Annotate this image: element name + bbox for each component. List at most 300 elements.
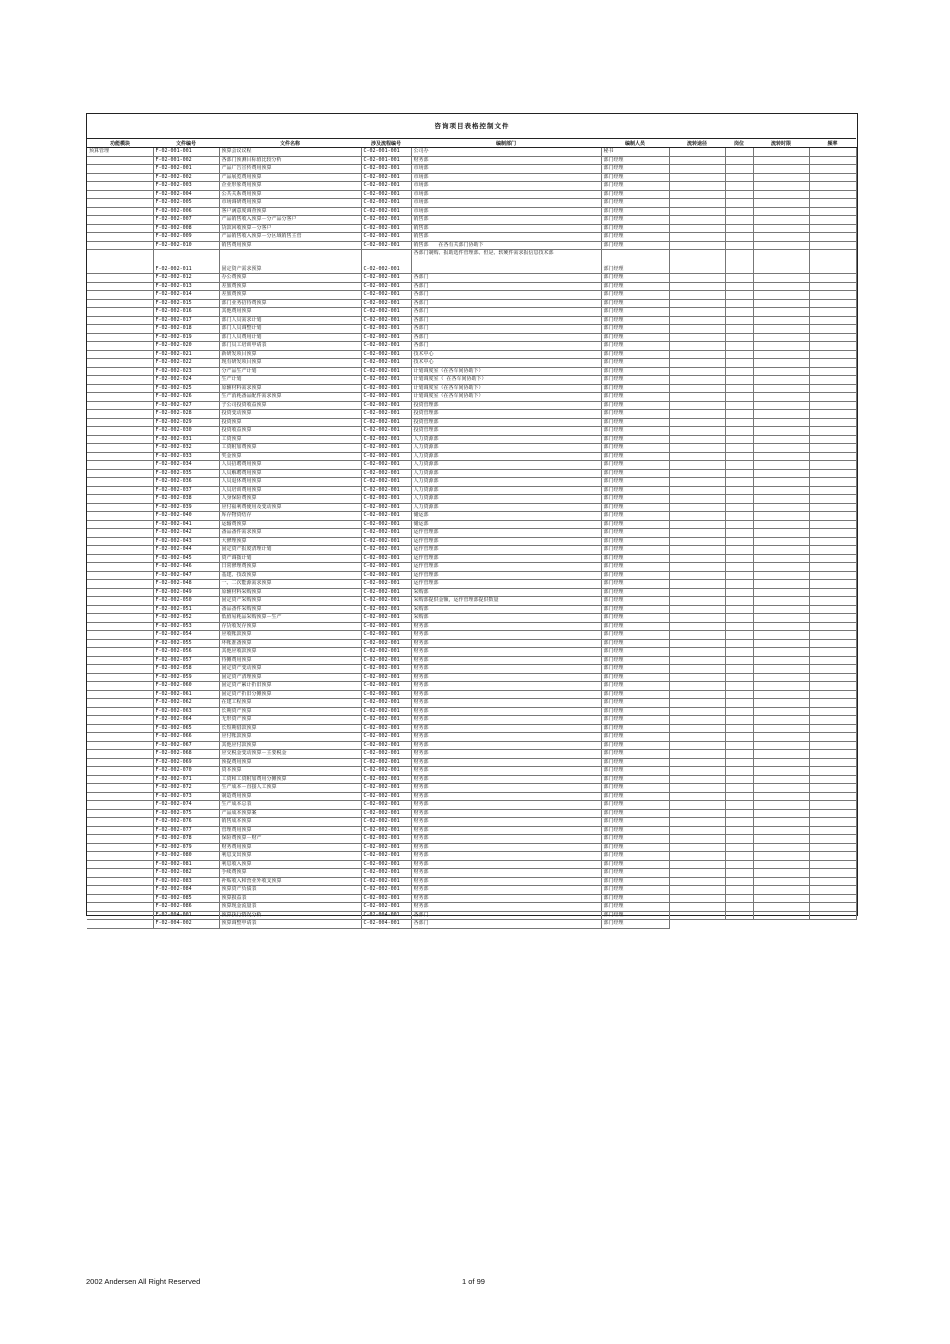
module-cell [87, 920, 153, 929]
process-number-cell: C-02-002-001 [361, 656, 411, 665]
frequency-cell [809, 767, 856, 776]
module-cell [87, 733, 153, 742]
process-number-cell: C-02-002-001 [361, 224, 411, 233]
preparer-cell: 部门经理 [601, 741, 669, 750]
module-cell [87, 233, 153, 242]
position-cell [725, 427, 753, 436]
position-cell [725, 903, 753, 912]
time-limit-cell [753, 359, 809, 368]
process-number-cell: C-02-002-001 [361, 869, 411, 878]
route-cell [669, 461, 725, 470]
process-number-cell: C-02-002-001 [361, 299, 411, 308]
department-cell: 人力资源部 [411, 486, 601, 495]
table-row [87, 588, 856, 597]
file-name-cell: 保险费预算－财产 [219, 835, 361, 844]
file-number-cell: F-02-002-009 [153, 233, 219, 242]
frequency-cell [809, 622, 856, 631]
department-cell: 人力资源部 [411, 435, 601, 444]
frequency-cell [809, 376, 856, 385]
module-cell [87, 469, 153, 478]
frequency-cell [809, 707, 856, 716]
file-name-cell: 其他应付款预算 [219, 741, 361, 750]
time-limit-cell [753, 316, 809, 325]
process-number-cell: C-02-002-001 [361, 282, 411, 291]
module-cell [87, 418, 153, 427]
department-cell: 财务部 [411, 877, 601, 886]
preparer-cell: 部门经理 [601, 182, 669, 191]
time-limit-cell [753, 486, 809, 495]
file-number-cell: F-02-002-052 [153, 614, 219, 623]
route-cell [669, 639, 725, 648]
frequency-cell [809, 682, 856, 691]
position-cell [725, 367, 753, 376]
file-name-cell: 存货收发存预算 [219, 622, 361, 631]
route-cell [669, 537, 725, 546]
process-number-cell: C-02-002-001 [361, 274, 411, 283]
table-row [87, 733, 856, 742]
frequency-cell [809, 233, 856, 242]
department-cell: 财务部 [411, 869, 601, 878]
time-limit-cell [753, 393, 809, 402]
route-cell [669, 148, 725, 157]
department-cell: 运作管理部 [411, 571, 601, 580]
process-number-cell: C-02-002-001 [361, 792, 411, 801]
time-limit-cell [753, 190, 809, 199]
time-limit-cell [753, 282, 809, 291]
position-cell [725, 682, 753, 691]
file-number-cell: F-02-002-004 [153, 190, 219, 199]
preparer-cell: 部门经理 [601, 673, 669, 682]
header-process-number: 涉及流程编号 [361, 139, 411, 148]
department-cell: 销售部 在各有关部门协助下 [411, 241, 601, 250]
frequency-cell [809, 173, 856, 182]
route-cell [669, 444, 725, 453]
file-number-cell: F-02-002-082 [153, 869, 219, 878]
table-row [87, 282, 856, 291]
position-cell [725, 461, 753, 470]
file-number-cell: F-02-002-062 [153, 699, 219, 708]
module-cell [87, 631, 153, 640]
time-limit-cell [753, 733, 809, 742]
route-cell [669, 342, 725, 351]
process-number-cell: C-02-002-001 [361, 724, 411, 733]
process-number-cell: C-02-002-001 [361, 359, 411, 368]
preparer-cell: 部门经理 [601, 690, 669, 699]
department-cell: 市场部 [411, 207, 601, 216]
table-row [87, 165, 856, 174]
preparer-cell: 部门经理 [601, 427, 669, 436]
file-number-cell: F-02-002-068 [153, 750, 219, 759]
file-number-cell: F-02-002-084 [153, 886, 219, 895]
preparer-cell: 部门经理 [601, 207, 669, 216]
file-name-cell: 人员解聘费用预算 [219, 469, 361, 478]
process-number-cell: C-02-002-001 [361, 733, 411, 742]
position-cell [725, 520, 753, 529]
process-number-cell: C-02-002-001 [361, 554, 411, 563]
route-cell [669, 758, 725, 767]
file-name-cell: 预算资产负债表 [219, 886, 361, 895]
file-number-cell: F-02-004-001 [153, 911, 219, 920]
frequency-cell [809, 478, 856, 487]
route-cell [669, 801, 725, 810]
module-cell [87, 554, 153, 563]
spreadsheet-page [86, 113, 858, 926]
time-limit-cell [753, 384, 809, 393]
file-number-cell: F-02-002-073 [153, 792, 219, 801]
process-number-cell: C-02-002-001 [361, 469, 411, 478]
module-cell [87, 435, 153, 444]
preparer-cell: 部门经理 [601, 656, 669, 665]
file-number-cell: F-02-002-059 [153, 673, 219, 682]
preparer-cell: 部门经理 [601, 156, 669, 165]
position-cell [725, 216, 753, 225]
table-row [87, 631, 856, 640]
table-row [87, 792, 856, 801]
department-cell: 运作管理部 [411, 563, 601, 572]
preparer-cell: 部门经理 [601, 903, 669, 912]
file-name-cell: 在建工程预算 [219, 699, 361, 708]
route-cell [669, 563, 725, 572]
file-number-cell: F-02-002-085 [153, 894, 219, 903]
file-number-cell: F-02-002-037 [153, 486, 219, 495]
department-cell: 财务部 [411, 716, 601, 725]
department-cell: 技术中心 [411, 359, 601, 368]
frequency-cell [809, 512, 856, 521]
module-cell [87, 903, 153, 912]
file-name-cell: 客户满意度调查预算 [219, 207, 361, 216]
file-name-cell: 一、二次能源需求预算 [219, 580, 361, 589]
time-limit-cell [753, 843, 809, 852]
file-number-cell: F-02-002-013 [153, 282, 219, 291]
route-cell [669, 325, 725, 334]
time-limit-cell [753, 716, 809, 725]
route-cell [669, 486, 725, 495]
table-row [87, 182, 856, 191]
process-number-cell: C-02-002-001 [361, 165, 411, 174]
header-time-limit: 流转时限 [753, 139, 809, 148]
preparer-cell: 部门经理 [601, 835, 669, 844]
frequency-cell [809, 410, 856, 419]
time-limit-cell [753, 216, 809, 225]
department-cell: 销售部 [411, 216, 601, 225]
route-cell [669, 750, 725, 759]
process-number-cell: C-02-002-001 [361, 427, 411, 436]
route-cell [669, 809, 725, 818]
frequency-cell [809, 648, 856, 657]
preparer-cell: 部门经理 [601, 452, 669, 461]
department-cell: 市场部 [411, 190, 601, 199]
module-cell [87, 724, 153, 733]
file-name-cell: 其他应收款预算 [219, 648, 361, 657]
position-cell [725, 418, 753, 427]
frequency-cell [809, 690, 856, 699]
preparer-cell: 部门经理 [601, 588, 669, 597]
table-row [87, 843, 856, 852]
preparer-cell: 部门经理 [601, 342, 669, 351]
preparer-cell: 部门经理 [601, 359, 669, 368]
process-number-cell: C-02-002-001 [361, 571, 411, 580]
position-cell [725, 767, 753, 776]
position-cell [725, 911, 753, 920]
department-cell: 运作管理部 [411, 554, 601, 563]
frequency-cell [809, 605, 856, 614]
route-cell [669, 233, 725, 242]
position-cell [725, 605, 753, 614]
process-number-cell: C-02-002-001 [361, 350, 411, 359]
process-number-cell: C-02-002-001 [361, 809, 411, 818]
table-row [87, 639, 856, 648]
department-cell: 财务部 [411, 758, 601, 767]
table-row [87, 554, 856, 563]
table-row [87, 724, 856, 733]
process-number-cell: C-02-002-001 [361, 673, 411, 682]
table-row [87, 427, 856, 436]
time-limit-cell [753, 826, 809, 835]
module-cell [87, 156, 153, 165]
time-limit-cell [753, 250, 809, 274]
process-number-cell: C-02-002-001 [361, 376, 411, 385]
file-number-cell: F-02-002-016 [153, 308, 219, 317]
table-row [87, 750, 856, 759]
preparer-cell: 部门经理 [601, 376, 669, 385]
file-number-cell: F-02-002-042 [153, 529, 219, 538]
department-cell: 投资管理部 [411, 410, 601, 419]
department-cell: 财务部 [411, 835, 601, 844]
frequency-cell [809, 393, 856, 402]
table-row [87, 801, 856, 810]
position-cell [725, 537, 753, 546]
frequency-cell [809, 418, 856, 427]
file-number-cell: F-02-002-076 [153, 818, 219, 827]
frequency-cell [809, 486, 856, 495]
preparer-cell: 部门经理 [601, 784, 669, 793]
table-row [87, 571, 856, 580]
table-row [87, 920, 856, 929]
file-number-cell: F-02-002-046 [153, 563, 219, 572]
module-cell [87, 427, 153, 436]
process-number-cell: C-02-002-001 [361, 801, 411, 810]
route-cell [669, 571, 725, 580]
table-row [87, 367, 856, 376]
module-cell [87, 190, 153, 199]
file-number-cell: F-02-002-017 [153, 316, 219, 325]
file-number-cell: F-02-002-057 [153, 656, 219, 665]
time-limit-cell [753, 758, 809, 767]
table-row [87, 342, 856, 351]
route-cell [669, 716, 725, 725]
module-cell [87, 325, 153, 334]
route-cell [669, 282, 725, 291]
position-cell [725, 435, 753, 444]
time-limit-cell [753, 274, 809, 283]
time-limit-cell [753, 792, 809, 801]
file-number-cell: F-02-002-030 [153, 427, 219, 436]
table-row [87, 563, 856, 572]
process-number-cell: C-02-002-001 [361, 843, 411, 852]
position-cell [725, 826, 753, 835]
file-name-cell: 基建、技改预算 [219, 571, 361, 580]
preparer-cell: 部门经理 [601, 199, 669, 208]
position-cell [725, 716, 753, 725]
position-cell [725, 495, 753, 504]
route-cell [669, 741, 725, 750]
module-cell [87, 571, 153, 580]
position-cell [725, 733, 753, 742]
route-cell [669, 911, 725, 920]
file-name-cell: 应付福利费使用及变动预算 [219, 503, 361, 512]
department-cell: 财务部 [411, 826, 601, 835]
preparer-cell: 部门经理 [601, 699, 669, 708]
file-number-cell: F-02-002-048 [153, 580, 219, 589]
preparer-cell: 部门经理 [601, 478, 669, 487]
preparer-cell: 部门经理 [601, 190, 669, 199]
file-name-cell: 应付帐款预算 [219, 733, 361, 742]
module-cell [87, 182, 153, 191]
table-row [87, 486, 856, 495]
table-row [87, 852, 856, 861]
process-number-cell: C-02-002-001 [361, 894, 411, 903]
module-cell: 预算管理 [87, 148, 153, 157]
preparer-cell: 部门经理 [601, 580, 669, 589]
department-cell: 销售部 [411, 224, 601, 233]
position-cell [725, 274, 753, 283]
department-cell: 财务部 [411, 784, 601, 793]
module-cell [87, 274, 153, 283]
module-cell [87, 563, 153, 572]
preparer-cell: 部门经理 [601, 622, 669, 631]
preparer-cell: 部门经理 [601, 792, 669, 801]
file-name-cell: 备品备件需求预算 [219, 529, 361, 538]
department-cell: 各部门 [411, 308, 601, 317]
module-cell [87, 673, 153, 682]
table-row [87, 478, 856, 487]
position-cell [725, 384, 753, 393]
preparer-cell: 部门经理 [601, 911, 669, 920]
header-circulation-route: 流转途径 [669, 139, 725, 148]
table-row [87, 877, 856, 886]
file-name-cell: 长期资产预算 [219, 707, 361, 716]
department-cell: 计划调度室（在各车间协助下） [411, 393, 601, 402]
position-cell [725, 350, 753, 359]
department-cell: 投资管理部 [411, 427, 601, 436]
preparer-cell: 部门经理 [601, 486, 669, 495]
frequency-cell [809, 580, 856, 589]
route-cell [669, 274, 725, 283]
department-cell: 各部门 [411, 291, 601, 300]
file-number-cell: F-02-002-024 [153, 376, 219, 385]
preparer-cell: 部门经理 [601, 401, 669, 410]
module-cell [87, 401, 153, 410]
preparer-cell: 部门经理 [601, 639, 669, 648]
frequency-cell [809, 639, 856, 648]
table-row [87, 308, 856, 317]
route-cell [669, 503, 725, 512]
preparer-cell: 部门经理 [601, 233, 669, 242]
file-name-cell: 销售费用预算 [219, 241, 361, 250]
time-limit-cell [753, 860, 809, 869]
preparer-cell: 部门经理 [601, 571, 669, 580]
route-cell [669, 478, 725, 487]
route-cell [669, 792, 725, 801]
frequency-cell [809, 156, 856, 165]
process-number-cell: C-02-002-001 [361, 826, 411, 835]
department-cell: 财务部 [411, 860, 601, 869]
department-cell: 人力资源部 [411, 469, 601, 478]
position-cell [725, 207, 753, 216]
frequency-cell [809, 843, 856, 852]
preparer-cell: 部门经理 [601, 418, 669, 427]
table-row [87, 758, 856, 767]
route-cell [669, 452, 725, 461]
position-cell [725, 588, 753, 597]
preparer-cell: 部门经理 [601, 818, 669, 827]
preparer-cell: 部门经理 [601, 801, 669, 810]
file-name-cell: 工资和工资附加费用分摊预算 [219, 775, 361, 784]
module-cell [87, 241, 153, 250]
file-name-cell: 子公司投资收益预算 [219, 401, 361, 410]
department-cell: 各部门 [411, 325, 601, 334]
process-number-cell: C-02-002-001 [361, 182, 411, 191]
module-cell [87, 911, 153, 920]
department-cell: 运作管理部 [411, 580, 601, 589]
file-number-cell: F-02-002-007 [153, 216, 219, 225]
file-name-cell: 部门员工培训申请表 [219, 342, 361, 351]
frequency-cell [809, 597, 856, 606]
route-cell [669, 835, 725, 844]
route-cell [669, 520, 725, 529]
position-cell [725, 877, 753, 886]
file-name-cell: 部门人员调整计划 [219, 325, 361, 334]
preparer-cell: 部门经理 [601, 241, 669, 250]
file-number-cell: F-02-002-063 [153, 707, 219, 716]
frequency-cell [809, 199, 856, 208]
frequency-cell [809, 920, 856, 929]
process-number-cell: C-02-002-001 [361, 233, 411, 242]
department-cell: 各部门 [411, 299, 601, 308]
file-number-cell: F-02-002-002 [153, 173, 219, 182]
table-row [87, 665, 856, 674]
file-name-cell: 人员招聘费用预算 [219, 461, 361, 470]
footer-copyright: 2002 Andersen All Right Reserved [86, 1277, 201, 1286]
position-cell [725, 452, 753, 461]
route-cell [669, 673, 725, 682]
time-limit-cell [753, 173, 809, 182]
file-number-cell: F-02-002-006 [153, 207, 219, 216]
time-limit-cell [753, 682, 809, 691]
department-cell: 财务部 [411, 733, 601, 742]
module-cell [87, 207, 153, 216]
file-name-cell: 原辅材料采购预算 [219, 588, 361, 597]
frequency-cell [809, 784, 856, 793]
department-cell: 人力资源部 [411, 461, 601, 470]
file-number-cell: F-02-002-014 [153, 291, 219, 300]
route-cell [669, 843, 725, 852]
frequency-cell [809, 758, 856, 767]
file-name-cell: 固定资产累计折旧预算 [219, 682, 361, 691]
process-number-cell: C-02-002-001 [361, 199, 411, 208]
file-number-cell: F-02-002-078 [153, 835, 219, 844]
preparer-cell: 部门经理 [601, 767, 669, 776]
header-file-name: 文件名称 [219, 139, 361, 148]
time-limit-cell [753, 673, 809, 682]
frequency-cell [809, 427, 856, 436]
file-name-cell: 产品销售收入预算－分产品分客户 [219, 216, 361, 225]
time-limit-cell [753, 784, 809, 793]
frequency-cell [809, 367, 856, 376]
process-number-cell: C-02-002-001 [361, 648, 411, 657]
department-cell: 各部门 [411, 274, 601, 283]
file-name-cell: 其他费用预算 [219, 308, 361, 317]
